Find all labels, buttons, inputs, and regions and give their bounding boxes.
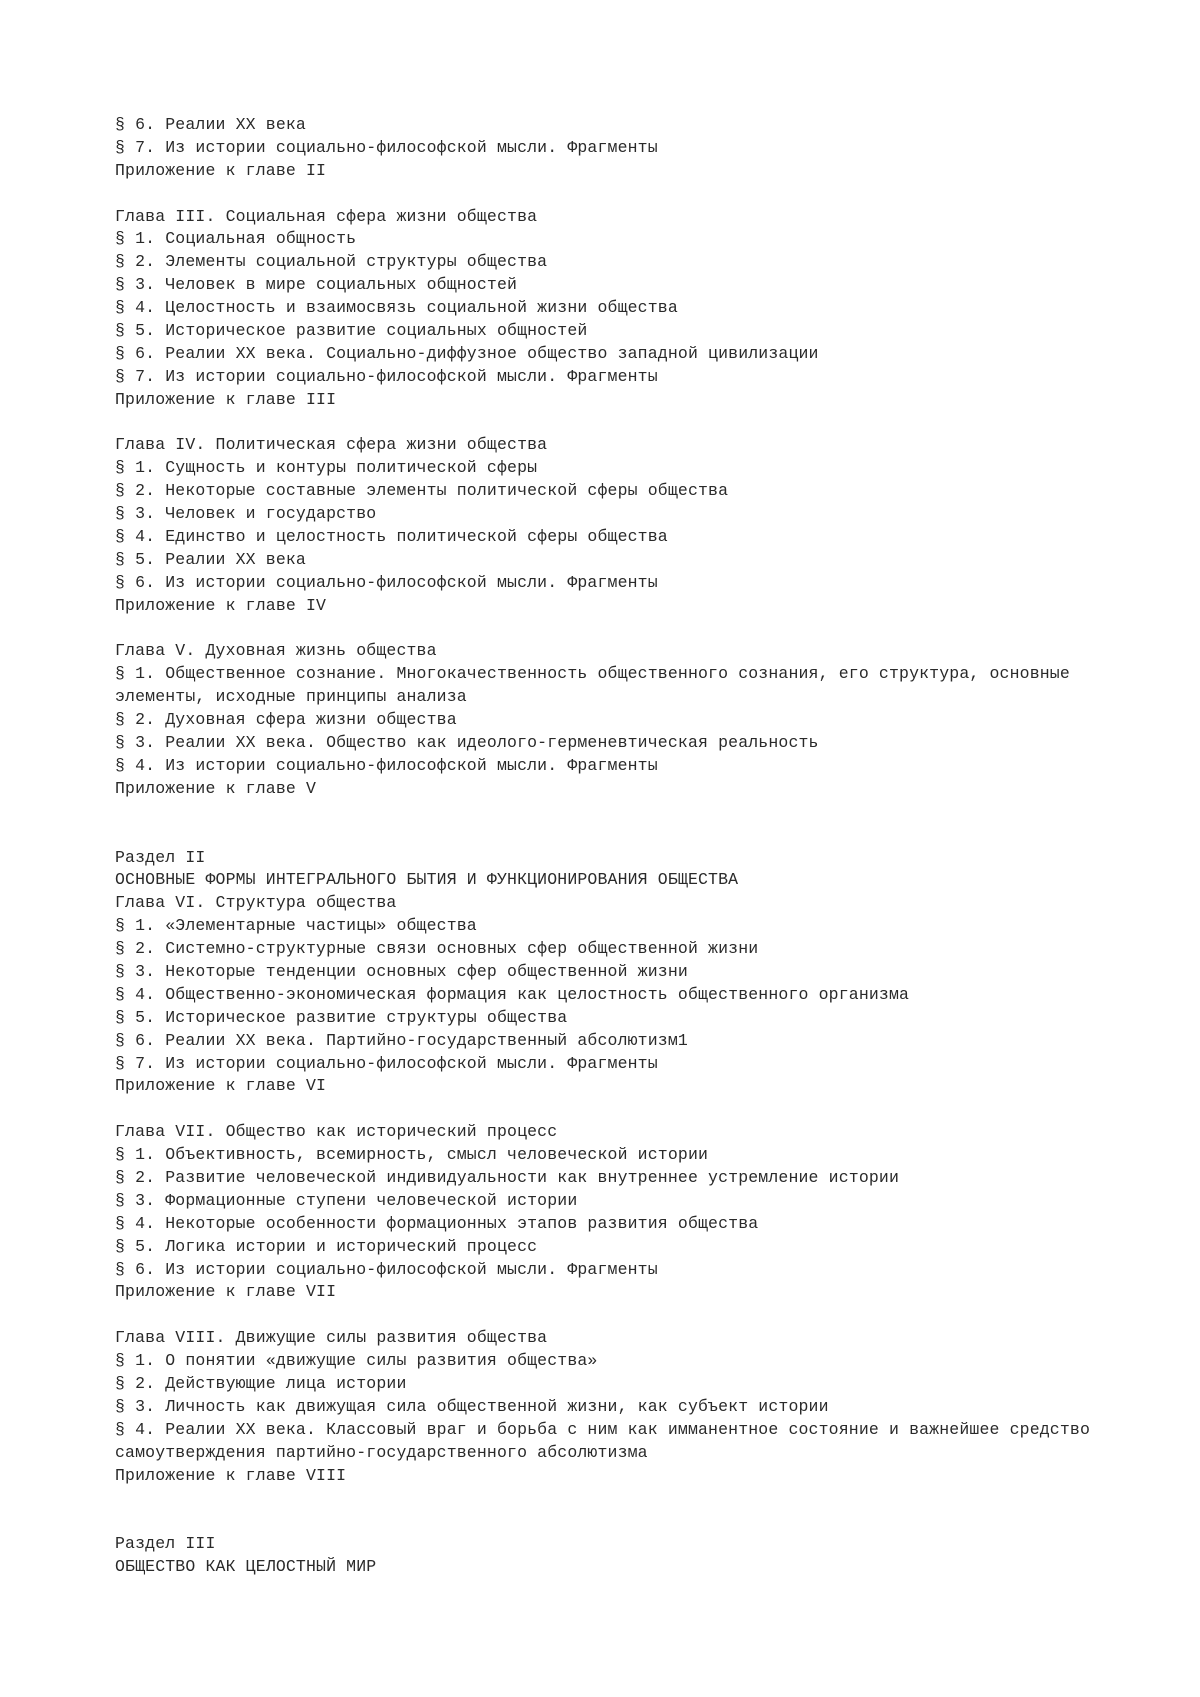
chapter-heading: Глава VII. Общество как исторический процесс [115, 1122, 558, 1142]
paragraph-entry: § 4. Целостность и взаимосвязь социальной жизни общества [115, 298, 678, 318]
paragraph-entry: § 6. Реалии XX века [115, 115, 306, 134]
paragraph-entry: § 3. Реалии XX века. Общество как идеолого-герменевтическая реальность [115, 733, 819, 753]
table-of-contents [115, 114, 1125, 1579]
appendix-entry: Приложение к главе VIII [115, 1465, 347, 1485]
spacer [115, 1304, 1125, 1327]
appendix-entry: Приложение к главе IV [115, 595, 327, 615]
paragraph-entry: § 4. Реалии XX века. Классовый враг и борьба с ним как имманентное состояние и важнейшее средство самоутверждения партийно-государственного абсолютизма [115, 1419, 1101, 1462]
paragraph-entry: § 3. Некоторые тенденции основных сфер общественной жизни [115, 962, 688, 981]
appendix-entry: Приложение к главе VI [115, 1076, 327, 1096]
paragraph-entry: § 1. Социальная общность [115, 229, 357, 249]
paragraph-entry: § 2. Элементы социальной структуры общества [115, 252, 548, 272]
paragraph-entry: § 5. Логика истории и исторический процесс [115, 1236, 538, 1256]
paragraph-entry: § 4. Общественно-экономическая формация как целостность общественного организма [115, 984, 910, 1004]
toc-block [115, 1121, 1125, 1304]
paragraph-entry: § 2. Некоторые составные элементы политической сферы общества [115, 481, 729, 501]
chapter-heading: Глава VI. Структура общества [115, 893, 397, 913]
paragraph-entry: § 5. Реалии XX века [115, 549, 306, 569]
chapter-heading: Глава VIII. Движущие силы развития общества [115, 1328, 548, 1348]
toc-block [115, 434, 1125, 617]
paragraph-entry: § 3. Формационные ступени человеческой истории [115, 1190, 578, 1210]
paragraph-entry: § 6. Из истории социально-философской мысли. Фрагменты [115, 572, 658, 592]
paragraph-entry: § 4. Из истории социально-философской мысли. Фрагменты [115, 755, 658, 775]
paragraph-entry: § 5. Историческое развитие структуры общества [115, 1007, 568, 1027]
paragraph-entry: § 4. Некоторые особенности формационных этапов развития общества [115, 1213, 759, 1233]
spacer [115, 1488, 1125, 1534]
section-heading: Раздел II [115, 847, 206, 867]
paragraph-entry: § 2. Развитие человеческой индивидуальности как внутреннее устремление истории [115, 1168, 900, 1188]
paragraph-entry: § 1. Объективность, всемирность, смысл человеческой истории [115, 1145, 709, 1165]
paragraph-entry: § 2. Действующие лица истории [115, 1374, 407, 1394]
toc-block [115, 206, 1125, 412]
paragraph-entry: § 7. Из истории социально-философской мысли. Фрагменты [115, 137, 658, 157]
toc-block [115, 1533, 1125, 1579]
section-title: ОБЩЕСТВО КАК ЦЕЛОСТНЫЙ МИР [115, 1557, 377, 1577]
paragraph-entry: § 1. «Элементарные частицы» общества [115, 916, 477, 936]
paragraph-entry: § 1. Общественное сознание. Многокачественность общественного сознания, его структура, основные элементы, исходные принципы анализа [115, 664, 1080, 707]
spacer [115, 183, 1125, 206]
paragraph-entry: § 3. Человек и государство [115, 504, 377, 524]
paragraph-entry: § 5. Историческое развитие социальных общностей [115, 321, 588, 341]
paragraph-entry: § 2. Системно-структурные связи основных сфер общественной жизни [115, 939, 759, 959]
chapter-heading: Глава V. Духовная жизнь общества [115, 641, 437, 661]
paragraph-entry: § 6. Из истории социально-философской мысли. Фрагменты [115, 1259, 658, 1279]
paragraph-entry: § 3. Человек в мире социальных общностей [115, 275, 518, 295]
chapter-heading: Глава III. Социальная сфера жизни общества [115, 206, 538, 226]
spacer [115, 801, 1125, 847]
toc-block [115, 1327, 1125, 1487]
paragraph-entry: § 1. О понятии «движущие силы развития общества» [115, 1351, 598, 1371]
section-heading: Раздел III [115, 1534, 216, 1554]
paragraph-entry: § 7. Из истории социально-философской мысли. Фрагменты [115, 1053, 658, 1073]
spacer [115, 1098, 1125, 1121]
paragraph-entry: § 3. Личность как движущая сила общественной жизни, как субъект истории [115, 1396, 829, 1416]
paragraph-entry: § 6. Реалии XX века. Социально-диффузное общество западной цивилизации [115, 343, 819, 363]
spacer [115, 618, 1125, 641]
chapter-heading: Глава IV. Политическая сфера жизни общества [115, 435, 548, 455]
appendix-entry: Приложение к главе VII [115, 1282, 337, 1302]
paragraph-entry: § 1. Сущность и контуры политической сферы [115, 458, 538, 478]
paragraph-entry: § 4. Единство и целостность политической сферы общества [115, 527, 668, 547]
paragraph-entry: § 6. Реалии XX века. Партийно-государственный абсолютизм1 [115, 1030, 688, 1050]
toc-block [115, 114, 1125, 183]
paragraph-entry: § 7. Из истории социально-философской мысли. Фрагменты [115, 366, 658, 386]
section-title: ОСНОВНЫЕ ФОРМЫ ИНТЕГРАЛЬНОГО БЫТИЯ И ФУНКЦИОНИРОВАНИЯ ОБЩЕСТВА [115, 870, 739, 890]
appendix-entry: Приложение к главе II [115, 160, 327, 180]
toc-block [115, 640, 1125, 800]
appendix-entry: Приложение к главе V [115, 778, 317, 798]
spacer [115, 412, 1125, 435]
toc-block [115, 847, 1125, 1099]
paragraph-entry: § 2. Духовная сфера жизни общества [115, 710, 457, 730]
appendix-entry: Приложение к главе III [115, 389, 337, 409]
